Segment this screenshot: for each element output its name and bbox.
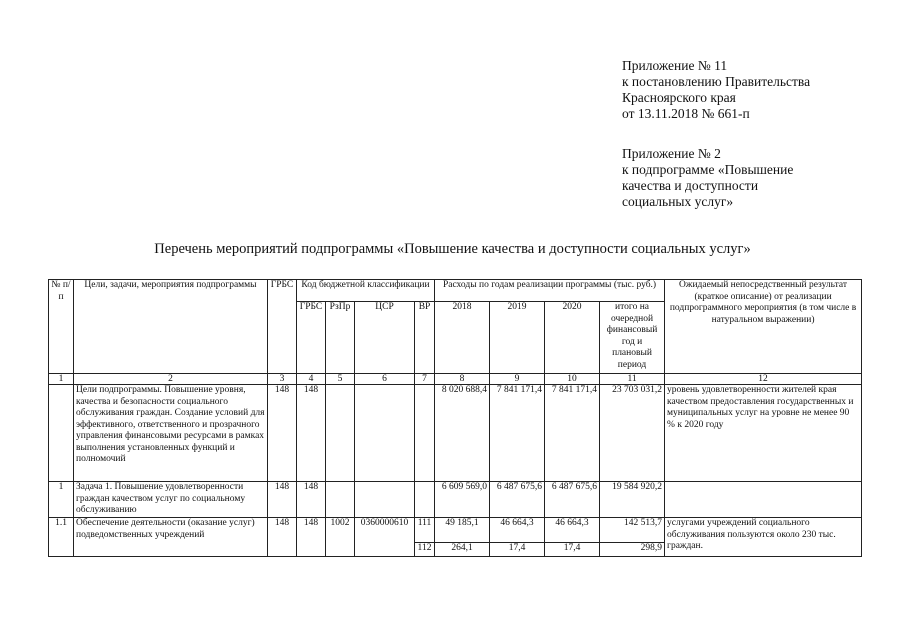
column-number: 2 xyxy=(74,374,268,385)
row-task1-2018: 6 609 569,0 xyxy=(435,482,490,518)
row-item11-vr-b: 112 xyxy=(415,543,435,557)
row-task1-grbs2: 148 xyxy=(297,482,326,518)
row-goal-grbs: 148 xyxy=(268,385,297,482)
column-number: 4 xyxy=(297,374,326,385)
header-sub-grbs: ГРБС xyxy=(297,302,326,374)
column-number: 7 xyxy=(415,374,435,385)
row-goal-rzpr xyxy=(326,385,355,482)
row-task1-total: 19 584 920,2 xyxy=(600,482,665,518)
appendix-2-line: Приложение № 2 xyxy=(622,146,721,161)
page-title: Перечень мероприятий подпрограммы «Повышение качества и доступности социальных услуг» xyxy=(154,241,751,257)
appendix-1-line: к постановлению Правительства xyxy=(622,74,811,89)
row-item11-num: 1.1 xyxy=(49,518,74,557)
table-row-goal xyxy=(49,385,862,482)
row-item11-name: Обеспечение деятельности (оказание услуг) подведомственных учреждений xyxy=(74,518,268,557)
column-number: 6 xyxy=(355,374,415,385)
row-item11-csr: 0360000610 xyxy=(355,518,415,557)
appendix-1-line: Красноярского края xyxy=(622,90,736,105)
row-item11-2018-a: 49 185,1 xyxy=(435,518,490,543)
appendix-2-line: социальных услуг» xyxy=(622,194,734,209)
row-task1-name: Задача 1. Повышение удовлетворенности граждан качеством услуг по социальному обслуживанию xyxy=(74,482,268,518)
column-number: 12 xyxy=(665,374,862,385)
row-item11-2019-b: 17,4 xyxy=(490,543,545,557)
row-goal-name: Цели подпрограммы. Повышение уровня, качества и безопасности социального обслуживания граждан. Создание условий для эффективного, ответственного и прозрачного управления финансовыми ресурсами в рамках выполнения установленных функций и полномочий xyxy=(74,385,268,482)
header-num: № п/п xyxy=(49,280,74,374)
appendix-1-line: Приложение № 11 xyxy=(622,58,728,73)
row-goal-2019: 7 841 171,4 xyxy=(490,385,545,482)
row-item11-2020-b: 17,4 xyxy=(545,543,600,557)
column-number: 1 xyxy=(49,374,74,385)
row-task1-result xyxy=(665,482,862,518)
row-item11-2018-b: 264,1 xyxy=(435,543,490,557)
row-task1-csr xyxy=(355,482,415,518)
column-number: 11 xyxy=(600,374,665,385)
header-grbs: ГРБС xyxy=(268,280,297,374)
row-item11-grbs: 148 xyxy=(268,518,297,557)
column-number: 5 xyxy=(326,374,355,385)
table-row-item11 xyxy=(49,518,862,543)
row-task1-2019: 6 487 675,6 xyxy=(490,482,545,518)
header-budget-code: Код бюджетной классификации xyxy=(297,280,435,302)
row-task1-num: 1 xyxy=(49,482,74,518)
header-goals: Цели, задачи, мероприятия подпрограммы xyxy=(74,280,268,374)
appendix-2-block xyxy=(622,146,793,210)
column-number-row xyxy=(49,374,862,385)
row-goal-csr xyxy=(355,385,415,482)
row-item11-result: услугами учреждений социального обслуживания пользуются около 230 тыс. граждан. xyxy=(665,518,862,557)
row-task1-rzpr xyxy=(326,482,355,518)
header-sub-2018: 2018 xyxy=(435,302,490,374)
row-goal-result: уровень удовлетворенности жителей края качеством предоставления государственных и муниципальных услуг на уровне не менее 90 % к 2020 году xyxy=(665,385,862,482)
column-number: 10 xyxy=(545,374,600,385)
row-goal-total: 23 703 031,2 xyxy=(600,385,665,482)
appendix-1-block xyxy=(622,58,810,122)
header-sub-2020: 2020 xyxy=(545,302,600,374)
row-item11-grbs2: 148 xyxy=(297,518,326,557)
row-goal-num xyxy=(49,385,74,482)
row-task1-grbs: 148 xyxy=(268,482,297,518)
header-sub-csr: ЦСР xyxy=(355,302,415,374)
row-goal-vr xyxy=(415,385,435,482)
appendix-2-line: качества и доступности xyxy=(622,178,759,193)
header-expenses: Расходы по годам реализации программы (тыс. руб.) xyxy=(435,280,665,302)
header-sub-vr: ВР xyxy=(415,302,435,374)
row-item11-2020-a: 46 664,3 xyxy=(545,518,600,543)
header-sub-rzpr: РзПр xyxy=(326,302,355,374)
row-goal-grbs2: 148 xyxy=(297,385,326,482)
row-goal-2020: 7 841 171,4 xyxy=(545,385,600,482)
row-task1-vr xyxy=(415,482,435,518)
row-item11-2019-a: 46 664,3 xyxy=(490,518,545,543)
header-result: Ожидаемый непосредственный результат (краткое описание) от реализации подпрограммного мероприятия (в том числе в натуральном выражении) xyxy=(665,280,862,374)
column-number: 8 xyxy=(435,374,490,385)
header-sub-total: итого на очередной финансовый год и плановый период xyxy=(600,302,665,374)
row-goal-2018: 8 020 688,4 xyxy=(435,385,490,482)
table-row-task1 xyxy=(49,482,862,518)
header-sub-2019: 2019 xyxy=(490,302,545,374)
column-number: 9 xyxy=(490,374,545,385)
row-item11-vr-a: 111 xyxy=(415,518,435,543)
appendix-2-line: к подпрограмме «Повышение xyxy=(622,162,794,177)
row-task1-2020: 6 487 675,6 xyxy=(545,482,600,518)
header-row xyxy=(49,280,862,302)
row-item11-total-a: 142 513,7 xyxy=(600,518,665,543)
appendix-1-line: от 13.11.2018 № 661-п xyxy=(622,106,750,121)
activities-table xyxy=(48,279,862,557)
row-item11-rzpr: 1002 xyxy=(326,518,355,557)
column-number: 3 xyxy=(268,374,297,385)
row-item11-total-b: 298,9 xyxy=(600,543,665,557)
